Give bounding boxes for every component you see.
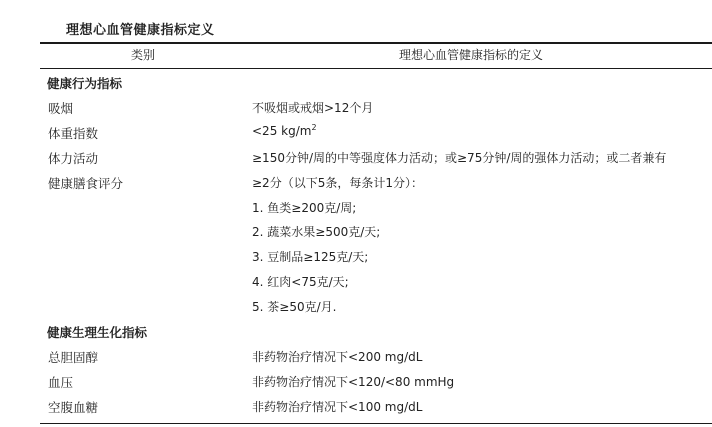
- table-row: [40, 245, 712, 270]
- row-definition: 4. 红肉<75克/天;: [252, 275, 349, 290]
- row-category: 健康膳食评分: [48, 175, 124, 191]
- superscript: 2: [311, 122, 317, 132]
- row-definition: 5. 茶≥50克/月.: [252, 300, 337, 315]
- row-category: 空腹血糖: [48, 399, 99, 415]
- row-category: 体重指数: [48, 125, 99, 141]
- row-definition: [252, 124, 317, 138]
- row-definition-text: <25 kg/m: [252, 123, 312, 138]
- row-definition: 2. 蔬菜水果≥500克/天;: [252, 225, 381, 240]
- section-title: 健康生理生化指标: [47, 325, 148, 340]
- table-row: [40, 196, 712, 221]
- header-definition: 理想心血管健康指标的定义: [399, 48, 544, 62]
- row-category: 吸烟: [48, 100, 74, 116]
- table-title: 理想心血管健康指标定义: [66, 23, 215, 38]
- row-category: 总胆固醇: [48, 349, 99, 365]
- row-definition: 非药物治疗情况下<200 mg/dL: [252, 349, 423, 364]
- row-definition: 非药物治疗情况下<120/<80 mmHg: [252, 374, 455, 389]
- table-header-rule: [40, 68, 712, 69]
- section-row-behavior: [40, 71, 712, 96]
- table-row: [40, 146, 712, 171]
- table-row: [40, 96, 712, 121]
- section-title: 健康行为指标: [47, 76, 123, 91]
- table-top-rule: [40, 42, 712, 44]
- row-definition: ≥2分（以下5条，每条计1分）：: [252, 175, 423, 190]
- row-definition: 非药物治疗情况下<100 mg/dL: [252, 399, 423, 414]
- table-row: [40, 171, 712, 196]
- table-row: [40, 295, 712, 320]
- row-definition: 1. 鱼类≥200克/周;: [252, 200, 357, 215]
- row-definition: 3. 豆制品≥125克/天;: [252, 250, 369, 265]
- table-row: [40, 370, 712, 395]
- table-row: [40, 220, 712, 245]
- table-row: [40, 270, 712, 295]
- section-row-physiology: [40, 320, 712, 345]
- table-row: [40, 395, 712, 420]
- row-definition: 不吸烟或戒烟>12个月: [252, 100, 374, 115]
- header-category: 类别: [131, 48, 156, 62]
- row-definition: ≥150分钟/周的中等强度体力活动；或≥75分钟/周的强体力活动；或二者兼有: [252, 150, 667, 165]
- row-category: 血压: [48, 374, 74, 390]
- table-bottom-rule: [40, 423, 712, 424]
- table-row: [40, 345, 712, 370]
- table-row: [40, 121, 712, 146]
- row-category: 体力活动: [48, 150, 99, 166]
